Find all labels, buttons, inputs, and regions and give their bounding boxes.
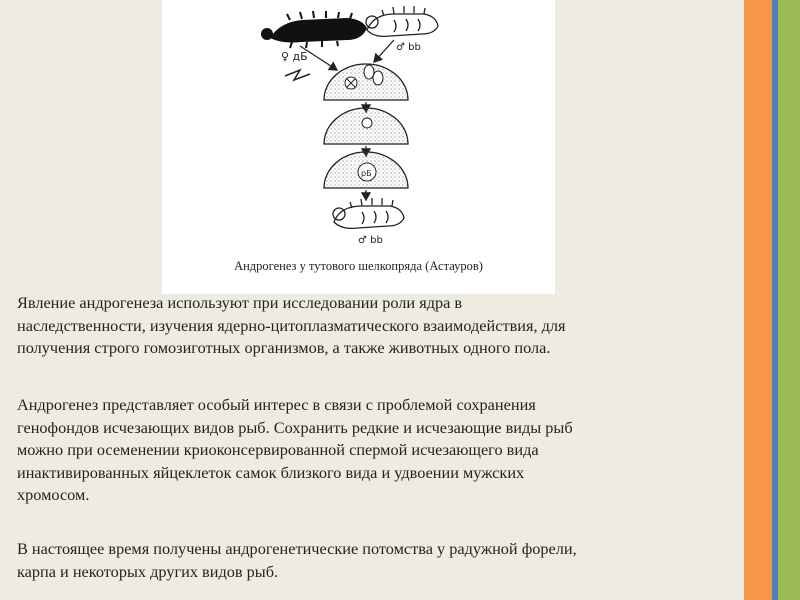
- figure-caption: Андрогенез у тутового шелкопряда (Астауров): [234, 259, 483, 273]
- text-line: генофондов исчезающих видов рыб. Сохранить редкие и исчезающие виды рыб: [17, 417, 573, 437]
- text-line: Явление андрогенеза используют при исследовании роли ядра в: [17, 293, 463, 312]
- text-line: карпа и некоторых других видов рыб.: [17, 561, 279, 581]
- paragraph-gene-pool: [17, 394, 727, 507]
- offspring-silkworm-icon: [333, 198, 404, 228]
- paragraph-offspring: [17, 538, 727, 583]
- egg-stage-3: [324, 152, 408, 188]
- paragraph-androgenesis-use: [17, 292, 727, 360]
- green-stripe: [778, 0, 800, 600]
- decorative-stripes: [744, 0, 800, 600]
- androgenesis-diagram: [162, 0, 555, 294]
- text-line: наследственности, изучения ядерно-цитоплазматического взаимодействия, для: [17, 315, 566, 335]
- text-line: В настоящее время получены андрогенетические потомства у радужной форели,: [17, 539, 577, 558]
- text-line: хромосом.: [17, 485, 90, 504]
- androgenesis-figure: [162, 0, 555, 294]
- nucleus-label: рБ: [361, 169, 372, 178]
- text-line: инактивированных яйцеклеток самок близкого вида и удвоении мужских: [17, 462, 525, 482]
- male-symbol-bottom: ♂ bb: [358, 235, 383, 246]
- female-symbol: ♀ дБ: [281, 50, 308, 63]
- text-line: можно при осеменении криоконсервированной спермой исчезающего вида: [17, 440, 539, 459]
- light-silkworm-icon: [366, 6, 438, 36]
- lightning-icon: [285, 70, 310, 80]
- male-symbol-top: ♂ bb: [396, 42, 421, 53]
- egg-stage-2: [324, 108, 408, 144]
- orange-stripe: [744, 0, 772, 600]
- text-line: Андрогенез представляет особый интерес в связи с проблемой сохранения: [17, 395, 536, 414]
- text-line: получения строго гомозиготных организмов, а также животных одного пола.: [17, 338, 551, 357]
- dark-silkworm-icon: [261, 11, 367, 48]
